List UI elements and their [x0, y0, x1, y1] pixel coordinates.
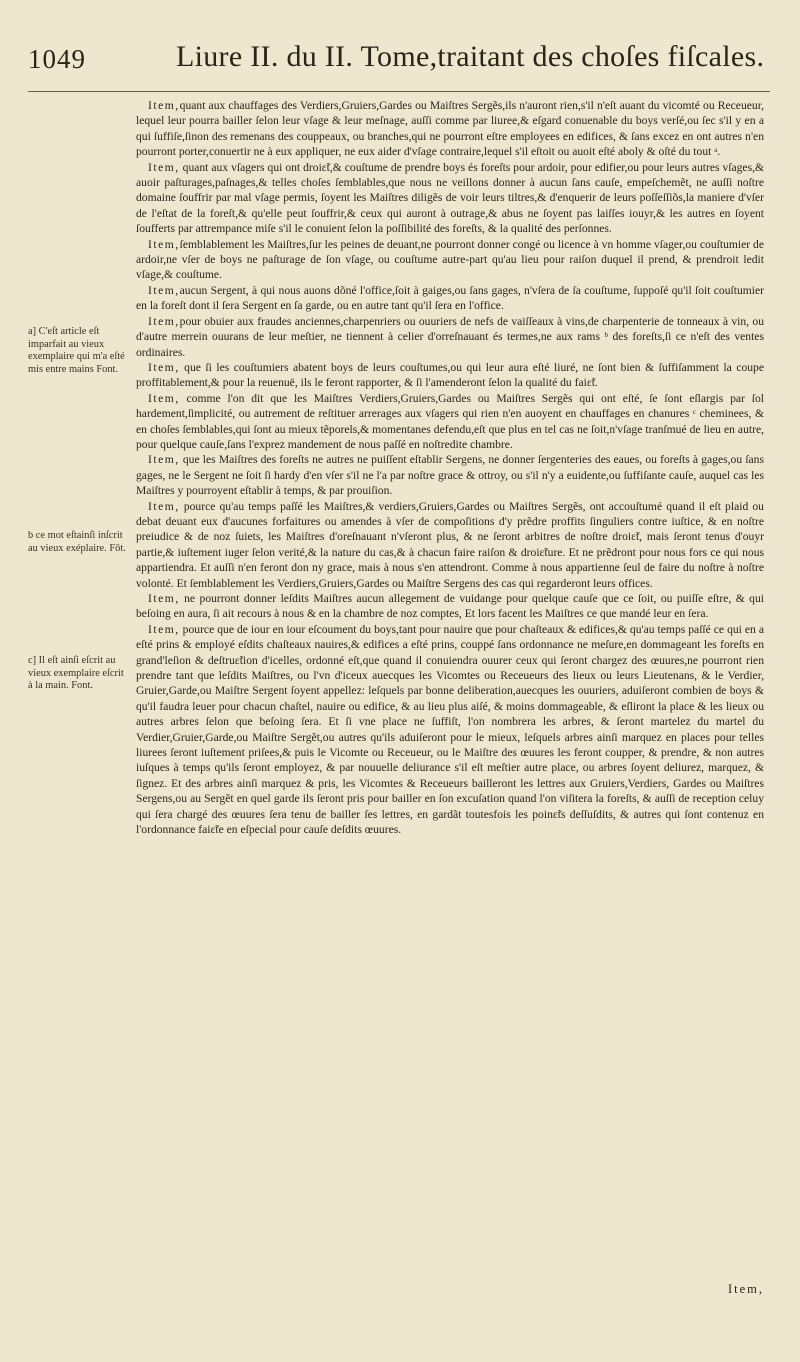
margin-note-c: c] Il eſt ainſi eſcrit au vieux exemplaire eſcrit à la main. Font. — [28, 655, 124, 692]
catchword: Item, — [727, 1282, 764, 1296]
paragraph-text: quant aux chauffages des Verdiers,Gruiers,Gardes ou Maiſtres Sergẽs,ils n'auront rien,s'il n'eſt auant du vicomté ou Receueur, lequel leur pourra bailler ſelon leur vſage & leur meſnage, auſſi comme par liuree,& eſgard conuenable du boys verſé,ou ſec s'il y en a qui ſuffiſe,ſinon des remenans des couppeaux, ou branches,qui ne pourront eſtre employees en edifices, & ſans excez en ont autres n'en pourront porter,conuertir ne à eux appliquer, ne eux aider d'vſage contraire,lequel s'il eſtoit ou auoit eſté aboly & oſté du tout ᵃ. — [136, 99, 764, 159]
paragraph-text: que ſi les couſtumiers abatent boys de leurs couſtumes,ou qui leur aura eſté liuré, ne ſont bien & ſuffiſamment la coupe proffitablement,& pour la reuenuë, ils le feront rapporter, & ſi l'amenderont ſelon la qualité du faiɛ̃t. — [136, 360, 764, 390]
page-header — [28, 40, 770, 84]
item-lead: Item, — [148, 391, 180, 405]
paragraph-text: pource que de iour en iour eſcoument du boys,tant pour nauire que pour chaſteaux & edifices,& qu'au temps paſſé ce qui en a eſté prins & employé eſdits chaſteaux nauires,& edifices a eſté prins, couppé ſans ordonnance ne meſure,en dommageant les foreſts en grand'leſion & deſtruɛ̃tion d'icelles, ordonné eſt,que quand il conuiendra ouurer ceux qui ſeront chargez des œuures,ne pourront rien prendre tant que leſdits Maiſtres, ou l'vn d'iceux auecques les Vicomtes ou Receueurs des lieux ou leurs Lieutenans, & le Verdier, Gruier,Garde,ou Maiſtre Sergent ſoyent appellez: leſquels par bonne deliberation,auecques les ouuriers, aduiſeront combien de boys & qu'il faudra leuer pour chacun chaſtel, nauire ou edifice, & au lieu plus aiſé, & moins dommageable, & eſliront la place & les lieux ou autres arbres ſelon que beſoing ſera. Et ſi vne place ne ſuffiſt, l'on nombrera les arbres, & ſeront martelez du martel du Verdier,Gruier,Garde,ou Maiſtre Sergẽt,ou autres qu'ils aduiſeront pour le mieux, leſquels arbres ainſi marquez en places pour telles liurees ſeront iuſtement priſees,& puis le Vicomte ou Receueur, ou le Maiſtre des œuures les feront coupper, & prendre, & non autres iuſques à temps qu'ils ſeront employez, & par nouuelle deliurance s'il eſt meſtier autre place, ou arbres ſoyent deliurez, marquez, & ſignez. Et des arbres ainſi marquez & pris, les Vicomtes & Receueurs bailleront les lettres aux Gruiers,Verdiers, Gardes ou Maiſtres Sergens,ou au Sergẽt en quel garde ils ſeront pris pour bailler en ſon excuſation quand l'on viſitera la foreſts, & auſſi de reception celuy qui ſera chargé des œuures ſera tenu de bailler ſes lettres, en gardãt toutesfois les poinɛ̃ts deſſuſdits, & autres qui ſont contenuz en l'ordonnance faiɛ̃te en eſpecial pour cauſe deſdits œuures. — [136, 622, 764, 837]
item-lead: Item, — [148, 360, 180, 374]
paragraph-text: aucun Sergent, à qui nous auons dõné l'office,ſoit à gaiges,ou ſans gages, n'vſera de ſa couſtume, ſuppoſé qu'il ſoit couſtumier en la foreſt dont il ſera Sergent en ſa garde, ou en autre tant qu'il ſera en l'office. — [136, 283, 764, 313]
paragraph — [136, 452, 764, 498]
paragraph-text: pour obuier aux fraudes anciennes,charpenriers ou ouuriers de nefs de vaiſſeaux à vins,de charpenterie de tonneaux à vin, ou d'autre merrein ouurans de leur meſtier, ne tiennent à celier d'orreſnauant és termes,ne aux rams ᵇ des foreſts,ſi ce n'eſt des ventes ordinaires. — [136, 314, 764, 359]
paragraph-text: comme l'on dit que les Maiſtres Verdiers,Gruiers,Gardes ou Maiſtres Sergẽs qui ont eſté, ſe ſont eſlargis par ſol hardement,ſimplicité, ou autrement de reſtituer arrerages aux vſagers qui rien n'en auoyent en chauffages en chanures ᶜ cheminees, & en choſes ſemblables,qui ſont au mieux tẽporels,& momentanes defendu,eſt que plus en tel cas ne ſoit,n'vſage tranſmué de lieu en autre, pour quelque cauſe,ſans l'exprez mandement de nous paſſé en noſtredite chambre. — [136, 391, 764, 451]
paragraph-text: quant aux vſagers qui ont droiɛ̃t,& couſtume de prendre boys és foreſts pour ardoir, pour edifier,ou pour leurs autres vſages,& auoir paſturages,paſnages,& telles choſes ſemblables,que nous ne veillons donner à aucun ſans cauſe, empeſchemẽt, ne auſſi noſtre domaine ſouffrir par mal vſage permis, ſoyent les Maiſtres diligẽs de voir leurs tiltres,& d'enquerir de leurs poſſeſſiõs,la maniere d'vſer de l'eſtat de la foreſt,& qu'elle peut ſouffrir,& ceux qui auront à outrage,& abus ne ſoyent pas laiſſes iouyr,& les autres en ſoyent ſoufferts par attrempance miſe s'il le conuient ſelon la poſſibilité des foreſts, & la qualité des perſonnes. — [136, 160, 764, 236]
paragraph-text: que les Maiſtres des foreſts ne autres ne puiſſent eſtablir Sergens, ne donner ſergenteries des eaues, ou foreſts à gages,ou ſans gages, ne le Sergent ne ſoit ſi hardy d'en vſer s'il ne l'a par noſtre grace & ottroy, ou s'il n'y a euidente,ou ſuffiſante cauſe, auquel cas les Maiſtres y pourroyent eſtablir à temps, & par prouiſion. — [136, 453, 764, 498]
paragraph — [136, 237, 764, 283]
paragraph — [136, 391, 764, 453]
item-lead: Item, — [148, 314, 180, 328]
item-lead: Item, — [148, 160, 180, 174]
page-number: 1049 — [28, 44, 86, 74]
margin-note-a: a] C'eſt article eſt imparfait au vieux exemplaire qui m'a eſté mis entre mains Font. — [28, 326, 125, 375]
paragraph-text: ne pourront donner leſdits Maiſtres aucun allegement de vuidange pour quelque cauſe que ce ſoit, ou puiſſe eſtre, & qui beſoing en aura, ſi ait recours à nous & en la chambre de noz comptes, Et lors facent les Maiſtres ce que mandé leur en ſera. — [136, 592, 764, 621]
item-lead: Item, — [148, 453, 180, 467]
running-title: Liure II. du II. Tome,traitant des choſes fiſcales. — [176, 40, 765, 73]
paragraph-text: ſemblablement les Maiſtres,ſur les peines de deuant,ne pourront donner congé ou licence à vn homme vſager,ou couſtumier de ardoir,ne vſer de boys ne paſturage de ſon vſage, ou couſtume autre-part qu'au lieu pour raiſon duquel il prend, & prendroit ledit vſage,& couſtume. — [136, 237, 764, 282]
paragraph — [136, 360, 764, 391]
paragraph — [136, 98, 764, 160]
item-lead: Item, — [148, 237, 180, 251]
item-lead: Item, — [148, 283, 180, 297]
paragraph — [136, 591, 764, 622]
item-lead: Item, — [148, 99, 180, 112]
paragraph — [136, 283, 764, 314]
header-rule — [28, 91, 770, 92]
paragraph — [136, 160, 764, 237]
paragraph — [136, 499, 764, 591]
item-lead: Item, — [148, 592, 180, 605]
item-lead: Item, — [148, 622, 180, 636]
paragraph — [136, 314, 764, 360]
paragraph — [136, 622, 764, 838]
main-text — [136, 98, 764, 838]
paragraph-text: pource qu'au temps paſſé les Maiſtres,& verdiers,Gruiers,Gardes ou Maiſtres Sergẽs, ont accouſtumé quand il eſt plaid ou debat deuant eux d'aucunes forfaitures ou amendes à vſer de compoſitions d'y prẽdre proffits ſinguliers contre iuſtice, & en noſtre preiudice & de noz ſuiets, les Maiſtres d'oreſnauant n'vſeront plus, & ne ſeront arbitres de noſtre droiɛ̃t, mais ſeront tenus d'ouyr partie,& iuſtement iuger ſelon verité,& la nature du cas,& à chacun faire raiſon & droiɛ̃ture. Et ne prẽdront pour nous fors ce qui nous appartiendra. Et auſſi n'en feront don ny grace, mais à nous s'en attendront. Comme à nous appartienne ſeul de faire du noſtre à noſtre volonté. Et ſemblablement les Verdiers,Gruiers,Gardes ou Maiſtre Sergens des cas qui regarderont leurs offices. — [136, 499, 764, 590]
item-lead: Item, — [148, 499, 180, 513]
margin-note-b: b ce mot eſtainſi inſcrit au vieux exéplaire. Fōt. — [28, 530, 126, 554]
